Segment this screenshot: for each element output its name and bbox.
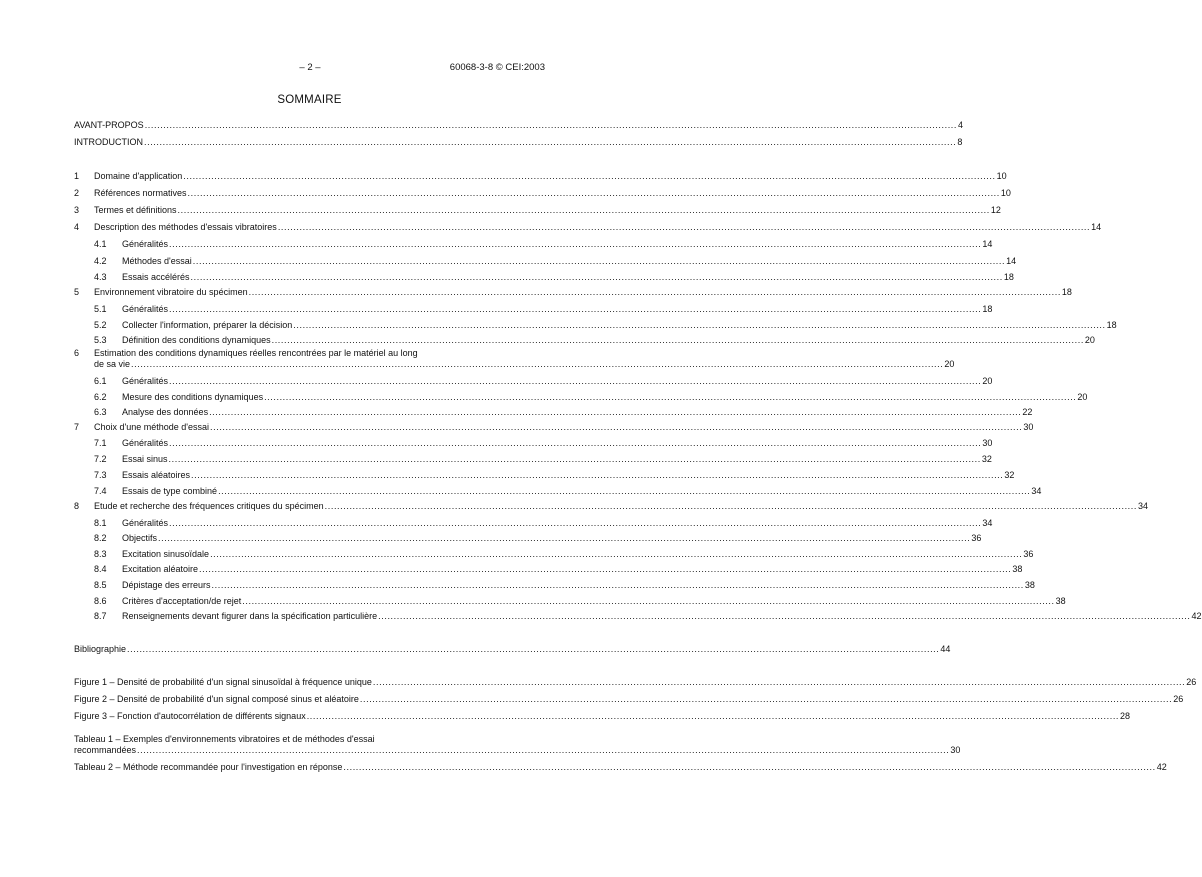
toc-entry-section-8-5[interactable] — [74, 579, 1035, 591]
toc-entry-label: Bibliographie — [74, 644, 127, 654]
toc-entry-label: Environnement vibratoire du spécimen — [94, 287, 248, 297]
dot-leader — [158, 532, 970, 544]
dot-leader — [199, 563, 1011, 575]
dot-leader — [169, 453, 981, 465]
toc-entry-page: 36 — [971, 533, 982, 543]
toc-entry-label: Renseignements devant figurer dans la spécification particulière — [122, 611, 378, 621]
toc-entry-page: 20 — [1084, 335, 1095, 345]
toc-entry-number: 8.6 — [94, 596, 107, 606]
toc-entry-page: 30 — [950, 745, 961, 755]
toc-entry-number: 8.5 — [94, 580, 107, 590]
toc-entry-number: 3 — [74, 205, 80, 215]
toc-entry-label: Essais accélérés — [122, 272, 190, 282]
toc-entry-label: Généralités — [122, 239, 169, 249]
dot-leader — [360, 693, 1172, 705]
toc-entry-page: 38 — [1012, 564, 1023, 574]
dot-leader — [188, 187, 1000, 199]
toc-entry-number: 2 — [74, 188, 80, 198]
dot-leader — [137, 744, 949, 756]
page-title: SOMMAIRE — [277, 94, 342, 106]
toc-entry-introduction[interactable] — [74, 136, 963, 148]
toc-entry-number: 8.7 — [94, 611, 107, 621]
dot-leader — [293, 319, 1105, 331]
toc-entry-label: Figure 1 – Densité de probabilité d'un signal sinusoïdal à fréquence unique — [74, 677, 372, 687]
toc-entry-page: 20 — [1077, 392, 1088, 402]
toc-entry-page: 30 — [982, 438, 993, 448]
toc-entry-section-4-3[interactable] — [74, 271, 1014, 283]
toc-entry-label: Tableau 2 – Méthode recommandée pour l'investigation en réponse — [74, 762, 343, 772]
toc-entry-page: 8 — [957, 137, 963, 147]
dot-leader — [183, 170, 995, 182]
toc-entry-page: 26 — [1173, 694, 1184, 704]
toc-entry-label: Figure 2 – Densité de probabilité d'un signal composé sinus et aléatoire — [74, 694, 359, 704]
toc-entry-page: 18 — [982, 304, 993, 314]
toc-entry-label: Références normatives — [94, 188, 187, 198]
dot-leader — [249, 286, 1061, 298]
toc-entry-figure-1[interactable] — [74, 676, 1197, 688]
toc-entry-page: 12 — [990, 205, 1001, 215]
toc-entry-section-5-2[interactable] — [74, 319, 1117, 331]
toc-entry-section-8-2[interactable] — [74, 532, 982, 544]
toc-entry-number: 7.1 — [94, 438, 107, 448]
toc-entry-section-6-2[interactable] — [74, 391, 1088, 403]
toc-entry-section-5-1[interactable] — [74, 303, 993, 315]
toc-entry-page: 18 — [1061, 287, 1072, 297]
dot-leader — [144, 136, 956, 148]
toc-entry-section-4[interactable] — [74, 221, 1102, 233]
dot-leader — [193, 255, 1005, 267]
toc-entry-section-8-1[interactable] — [74, 517, 993, 529]
toc-entry-page: 20 — [944, 359, 955, 369]
dot-leader — [343, 761, 1155, 773]
toc-entry-label: Tableau 1 – Exemples d'environnements vibratoires et de méthodes d'essai — [74, 734, 375, 744]
toc-entry-label: Essais aléatoires — [122, 470, 191, 480]
toc-entry-label: INTRODUCTION — [74, 137, 143, 147]
toc-entry-number: 4.3 — [94, 272, 107, 282]
dot-leader — [178, 204, 990, 216]
toc-entry-label: Choix d'une méthode d'essai — [94, 422, 210, 432]
dot-leader — [325, 500, 1137, 512]
toc-entry-section-2[interactable] — [74, 187, 1011, 199]
toc-entry-section-5-3[interactable] — [74, 334, 1095, 346]
toc-entry-label: Essais de type combiné — [122, 486, 218, 496]
toc-entry-page: 10 — [996, 171, 1007, 181]
toc-entry-page: 32 — [1004, 470, 1015, 480]
toc-entry-page: 22 — [1022, 407, 1033, 417]
dot-leader — [307, 710, 1119, 722]
page-number: – 2 – — [299, 62, 321, 73]
toc-entry-number: 7.4 — [94, 486, 107, 496]
toc-entry-section-3[interactable] — [74, 204, 1001, 216]
toc-entry-number: 5.3 — [94, 335, 107, 345]
toc-entry-page: 30 — [1023, 422, 1034, 432]
toc-entry-number: 5.1 — [94, 304, 107, 314]
toc-entry-tableau-2[interactable] — [74, 761, 1167, 773]
toc-entry-page: 44 — [940, 644, 951, 654]
toc-entry-label: Généralités — [122, 376, 169, 386]
toc-entry-avant-propos[interactable] — [74, 119, 964, 131]
toc-entry-label: de sa vie — [94, 359, 131, 369]
toc-entry-label: Domaine d'application — [94, 171, 183, 181]
toc-entry-page: 42 — [1191, 611, 1202, 621]
toc-entry-number: 7 — [74, 422, 80, 432]
toc-entry-continuation — [74, 744, 961, 756]
toc-entry-label: Généralités — [122, 518, 169, 528]
toc-entry-page: 14 — [1006, 256, 1017, 266]
toc-entry-page: 14 — [1091, 222, 1102, 232]
toc-entry-label: Figure 3 – Fonction d'autocorrélation de différents signaux — [74, 711, 306, 721]
toc-entry-label: AVANT-PROPOS — [74, 120, 144, 130]
toc-entry-label: Objectifs — [122, 533, 158, 543]
dot-leader — [264, 391, 1076, 403]
dot-leader — [191, 271, 1003, 283]
dot-leader — [373, 676, 1185, 688]
toc-entry-number: 7.2 — [94, 454, 107, 464]
toc-entry-number: 8 — [74, 501, 80, 511]
dot-leader — [278, 221, 1090, 233]
toc-entry-label: Généralités — [122, 438, 169, 448]
toc-entry-number: 5.2 — [94, 320, 107, 330]
dot-leader — [242, 595, 1054, 607]
dot-leader — [210, 421, 1022, 433]
toc-entry-number: 5 — [74, 287, 80, 297]
toc-entry-label: Termes et définitions — [94, 205, 177, 215]
dot-leader — [169, 437, 981, 449]
toc-entry-label: Mesure des conditions dynamiques — [122, 392, 264, 402]
toc-entry-number: 6 — [74, 348, 80, 358]
toc-entry-section-7-3[interactable] — [74, 469, 1015, 481]
dot-leader — [169, 303, 981, 315]
toc-entry-number: 8.4 — [94, 564, 107, 574]
toc-entry-label: Généralités — [122, 304, 169, 314]
document-reference: 60068-3-8 © CEI:2003 — [449, 62, 545, 73]
toc-entry-page: 18 — [1003, 272, 1014, 282]
toc-entry-number: 6.3 — [94, 407, 107, 417]
toc-entry-label: Excitation sinusoïdale — [122, 549, 210, 559]
toc-entry-page: 38 — [1024, 580, 1035, 590]
toc-entry-label: Critères d'acceptation/de rejet — [122, 596, 242, 606]
toc-entry-figure-3[interactable] — [74, 710, 1131, 722]
toc-entry-page: 42 — [1156, 762, 1167, 772]
toc-entry-page: 34 — [1137, 501, 1148, 511]
dot-leader — [127, 643, 939, 655]
dot-leader — [272, 334, 1084, 346]
dot-leader — [169, 375, 981, 387]
toc-entry-number: 7.3 — [94, 470, 107, 480]
toc-entry-section-7-1[interactable] — [74, 437, 993, 449]
toc-entry-section-6-3[interactable] — [74, 406, 1033, 418]
toc-entry-page: 34 — [982, 518, 993, 528]
toc-entry-section-1[interactable] — [74, 170, 1007, 182]
toc-entry-label: Excitation aléatoire — [122, 564, 199, 574]
toc-entry-page: 18 — [1106, 320, 1117, 330]
toc-entry-page: 38 — [1055, 596, 1066, 606]
toc-entry-number: 6.1 — [94, 376, 107, 386]
toc-entry-section-8[interactable] — [74, 500, 1148, 512]
toc-entry-page: 32 — [981, 454, 992, 464]
toc-entry-label: Dépistage des erreurs — [122, 580, 211, 590]
toc-entry-section-7[interactable] — [74, 421, 1034, 433]
dot-leader — [145, 119, 957, 131]
toc-entry-label: recommandées — [74, 745, 137, 755]
dot-leader — [169, 517, 981, 529]
toc-entry-number: 4 — [74, 222, 80, 232]
toc-entry-number: 8.1 — [94, 518, 107, 528]
toc-entry-page: 14 — [982, 239, 993, 249]
dot-leader — [169, 238, 981, 250]
toc-entry-number: 8.2 — [94, 533, 107, 543]
toc-entry-page: 26 — [1186, 677, 1197, 687]
toc-entry-bibliographie[interactable] — [74, 643, 951, 655]
toc-entry-figure-2[interactable] — [74, 693, 1184, 705]
toc-entry-label: Essai sinus — [122, 454, 168, 464]
toc-entry-number: 4.1 — [94, 239, 107, 249]
toc-entry-section-5[interactable] — [74, 286, 1072, 298]
dot-leader — [209, 406, 1021, 418]
dot-leader — [210, 548, 1022, 560]
toc-entry-section-4-2[interactable] — [74, 255, 1017, 267]
toc-entry-number: 8.3 — [94, 549, 107, 559]
toc-entry-number: 6.2 — [94, 392, 107, 402]
toc-entry-page: 28 — [1120, 711, 1131, 721]
toc-entry-label: Définition des conditions dynamiques — [122, 335, 271, 345]
toc-entry-section-8-7[interactable] — [74, 610, 1202, 622]
toc-entry-label: Collecter l'information, préparer la décision — [122, 320, 293, 330]
toc-entry-continuation — [94, 358, 955, 370]
toc-entry-section-8-4[interactable] — [74, 563, 1023, 575]
toc-entry-section-8-6[interactable] — [74, 595, 1066, 607]
toc-entry-section-7-2[interactable] — [74, 453, 992, 465]
toc-entry-label: Etude et recherche des fréquences critiques du spécimen — [94, 501, 324, 511]
toc-entry-page: 34 — [1031, 486, 1042, 496]
toc-entry-page: 4 — [958, 120, 964, 130]
toc-entry-page: 20 — [982, 376, 993, 386]
toc-entry-label: Méthodes d'essai — [122, 256, 192, 266]
toc-entry-number: 4.2 — [94, 256, 107, 266]
toc-entry-label: Description des méthodes d'essais vibratoires — [94, 222, 277, 232]
dot-leader — [191, 469, 1003, 481]
toc-entry-section-4-1[interactable] — [74, 238, 993, 250]
toc-entry-page: 36 — [1023, 549, 1034, 559]
toc-entry-section-6-1[interactable] — [74, 375, 993, 387]
toc-entry-section-7-4[interactable] — [74, 485, 1042, 497]
dot-leader — [378, 610, 1190, 622]
toc-entry-page: 10 — [1000, 188, 1011, 198]
toc-entry-label: Estimation des conditions dynamiques réelles rencontrées par le matériel au long — [94, 348, 418, 358]
toc-entry-number: 1 — [74, 171, 80, 181]
dot-leader — [212, 579, 1024, 591]
dot-leader — [131, 358, 943, 370]
dot-leader — [218, 485, 1030, 497]
toc-entry-section-8-3[interactable] — [74, 548, 1034, 560]
toc-entry-label: Analyse des données — [122, 407, 209, 417]
